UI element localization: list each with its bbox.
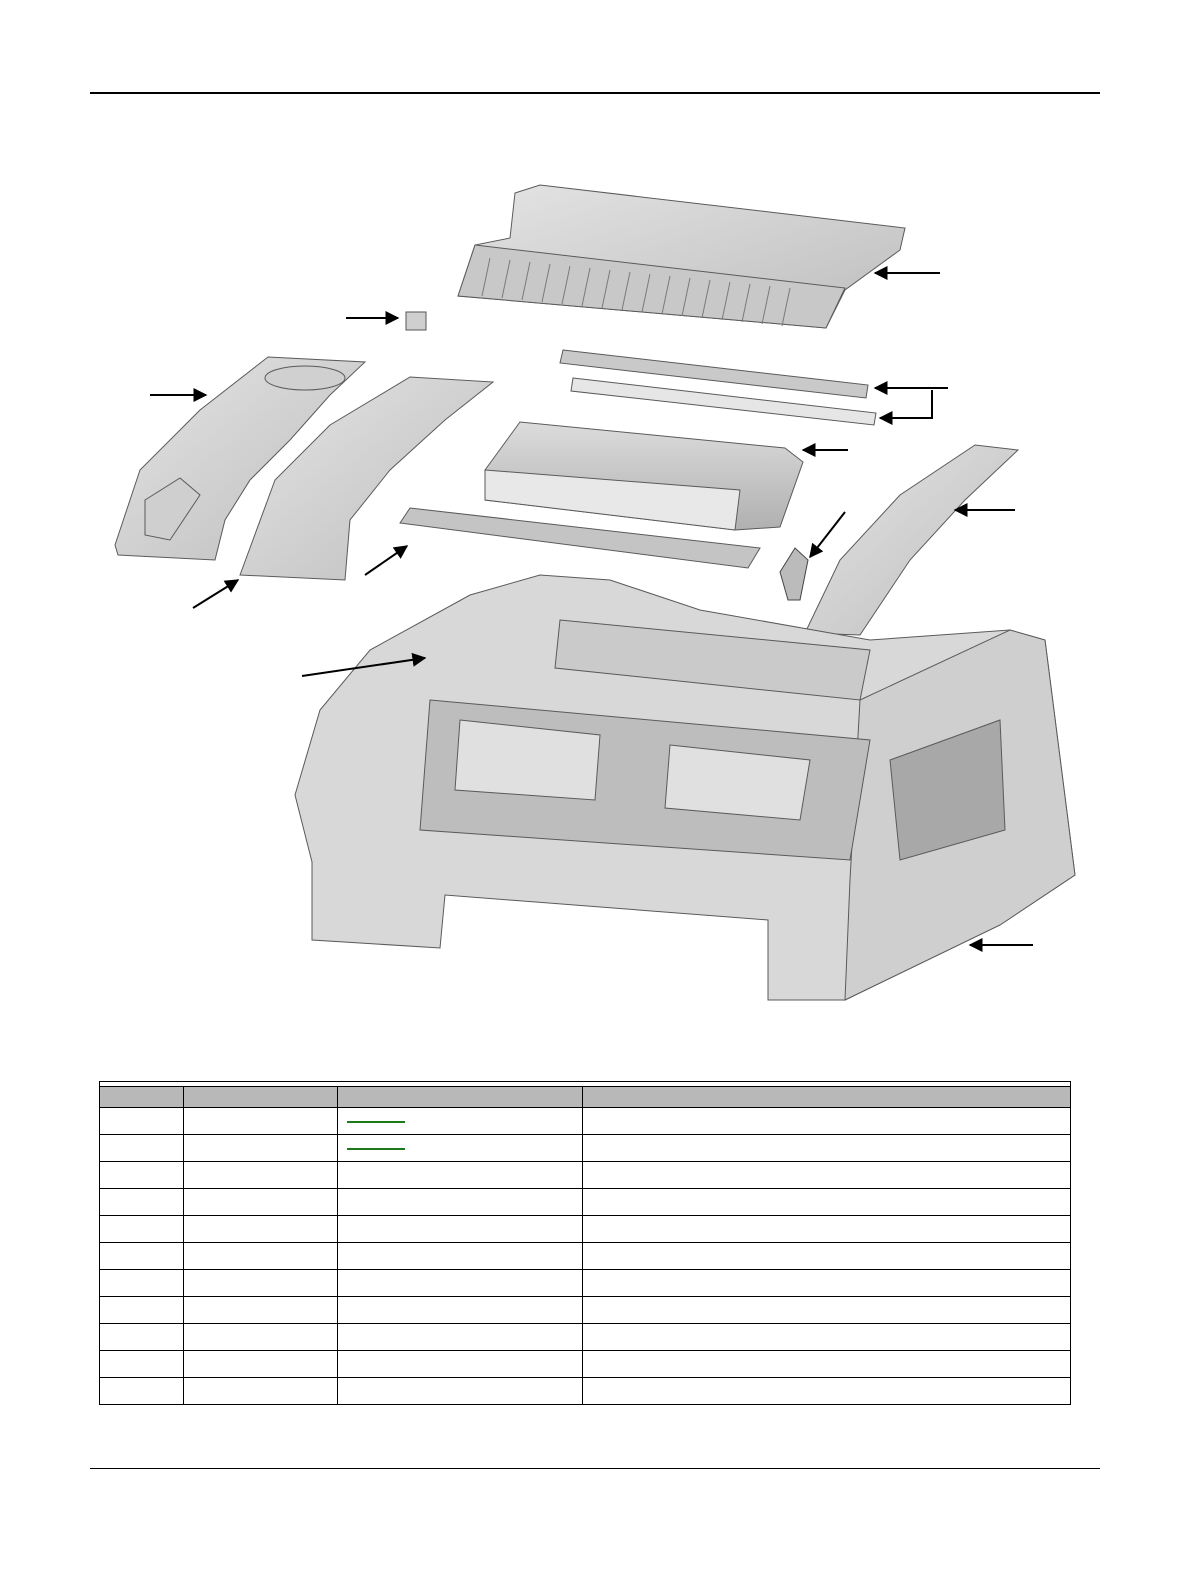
table-cell <box>184 1297 338 1324</box>
table-cell[interactable] <box>338 1108 583 1135</box>
output-tray-part <box>458 185 905 328</box>
table-cell <box>338 1162 583 1189</box>
table-cell <box>184 1135 338 1162</box>
small-clip-part <box>406 312 426 330</box>
printer-base-part <box>295 575 1075 1000</box>
table-cell <box>100 1162 184 1189</box>
table-cell <box>338 1243 583 1270</box>
table-cell <box>583 1351 1071 1378</box>
latch-part <box>780 548 808 600</box>
table-cell <box>583 1378 1071 1405</box>
table-cell <box>184 1243 338 1270</box>
table-cell <box>184 1216 338 1243</box>
table-header-row <box>100 1087 1071 1108</box>
part-number-link[interactable] <box>347 1148 405 1150</box>
table-cell <box>184 1324 338 1351</box>
table-cell <box>100 1135 184 1162</box>
table-cell <box>583 1162 1071 1189</box>
column-header <box>100 1087 184 1108</box>
part-number-link[interactable] <box>347 1121 405 1123</box>
table-cell <box>100 1216 184 1243</box>
table-cell <box>583 1270 1071 1297</box>
table-row <box>100 1297 1071 1324</box>
table-row <box>100 1216 1071 1243</box>
table-cell <box>338 1324 583 1351</box>
header-rule <box>90 92 1100 94</box>
table-cell <box>100 1189 184 1216</box>
table-cell[interactable] <box>338 1135 583 1162</box>
table-row <box>100 1162 1071 1189</box>
right-side-cover-part <box>805 445 1018 635</box>
table-row <box>100 1108 1071 1135</box>
table-cell <box>583 1324 1071 1351</box>
footer-rule <box>90 1468 1100 1469</box>
table-cell <box>583 1216 1071 1243</box>
column-header <box>338 1087 583 1108</box>
table-cell <box>338 1270 583 1297</box>
table-cell <box>100 1378 184 1405</box>
printer-exploded-view-illustration <box>100 170 1090 1020</box>
table-cell <box>100 1324 184 1351</box>
table-cell <box>100 1270 184 1297</box>
table-cell <box>100 1108 184 1135</box>
table-cell <box>100 1351 184 1378</box>
table-cell <box>583 1297 1071 1324</box>
table-cell <box>184 1351 338 1378</box>
column-header <box>583 1087 1071 1108</box>
table-cell <box>100 1243 184 1270</box>
table-cell <box>338 1297 583 1324</box>
table-row <box>100 1243 1071 1270</box>
table-cell <box>338 1378 583 1405</box>
table-cell <box>583 1189 1071 1216</box>
table-row <box>100 1351 1071 1378</box>
table-row <box>100 1324 1071 1351</box>
table-cell <box>338 1216 583 1243</box>
table-cell <box>184 1162 338 1189</box>
parts-table <box>99 1081 1071 1405</box>
table-cell <box>583 1135 1071 1162</box>
table-cell <box>184 1270 338 1297</box>
table-cell <box>184 1378 338 1405</box>
table-cell <box>583 1243 1071 1270</box>
table-row <box>100 1189 1071 1216</box>
left-side-covers-part <box>115 357 493 580</box>
table-cell <box>184 1108 338 1135</box>
table-row <box>100 1135 1071 1162</box>
table-cell <box>184 1189 338 1216</box>
table-cell <box>338 1351 583 1378</box>
scanner-module-part <box>485 422 803 530</box>
table-cell <box>583 1108 1071 1135</box>
table-cell <box>100 1297 184 1324</box>
scanner-bars-part <box>560 350 876 425</box>
table-cell <box>338 1189 583 1216</box>
column-header <box>184 1087 338 1108</box>
table-row <box>100 1378 1071 1405</box>
table-row <box>100 1270 1071 1297</box>
